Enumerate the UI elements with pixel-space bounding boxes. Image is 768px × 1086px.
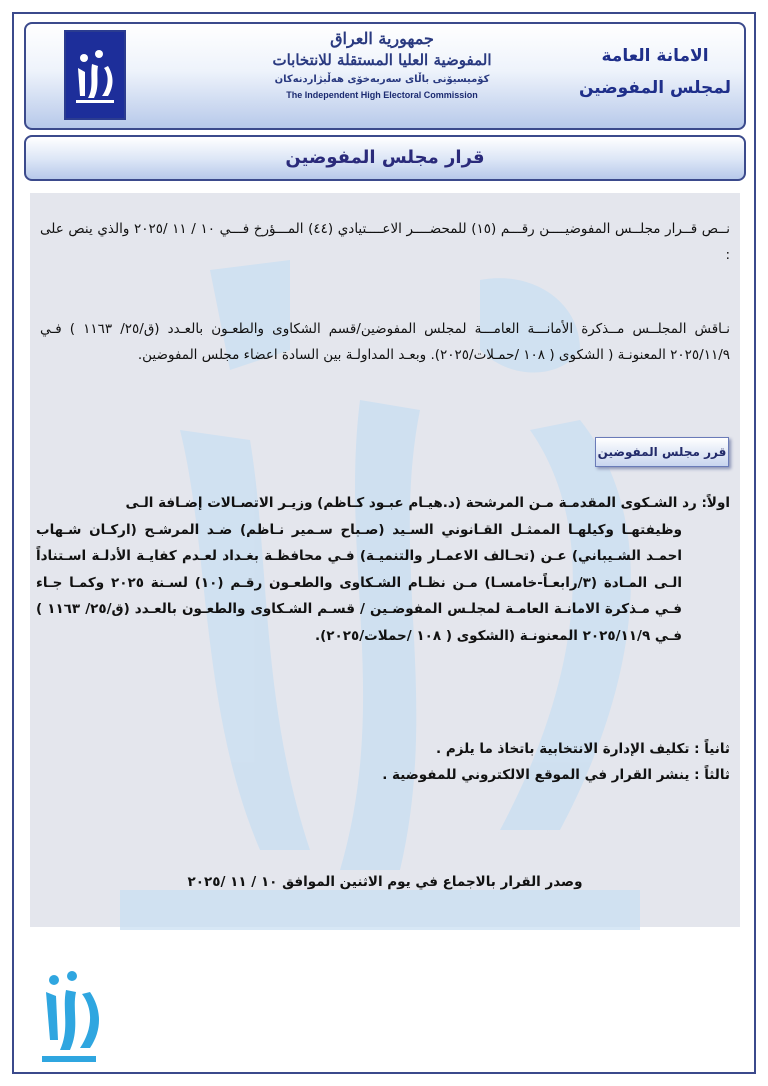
commission-name-en: The Independent High Electoral Commission — [286, 90, 478, 100]
page-title: قرار مجلس المفوضين — [285, 147, 485, 168]
secretariat-name — [570, 40, 740, 104]
secretariat-line-1: الامانة العامة — [601, 46, 709, 66]
commission-name-ku: كۆمیسیۆنی باڵای سەربەخۆی هەڵبژاردنەكان — [274, 74, 490, 85]
republic-name: جمهورية العراق — [330, 29, 434, 48]
decision-label: قرر مجلس المفوضين — [595, 437, 729, 467]
commission-name-ar: المفوضية العليا المستقلة للانتخابات — [272, 51, 492, 69]
discussion-paragraph: نـاقش المجلــس مــذكرة الأمانـــة العامـــة لمجلس المفوضين/قسم الشكاوى والطعـون بالعـدد (ق/٢٥/ ١١٦٣ ) فـي ٢٠٢٥/١١/٩ المعنونـة ( الشكوى ( ١٠٨ /حمـلات/٢٠٢٥). وبعـد المداولـة بين السادة اعضاء مجلس المفوضين. — [40, 321, 731, 363]
issued-statement: وصدر القرار بالاجماع في يوم الاثنين الموافق ١٠ / ١١ /٢٠٢٥ — [187, 874, 583, 890]
title-bar — [24, 135, 746, 181]
item-first-lead: اولاً: رد الشـكوى المقدمـة مـن المرشحة (د.هيـام عبـود كـاظم) وزيـر الاتصـالات إضـافة الـى — [125, 495, 730, 511]
secretariat-line-2: لمجلس المفوضين — [578, 78, 732, 98]
item-first — [36, 490, 730, 649]
ihec-logo-icon — [64, 30, 126, 120]
item-second: ثانياً : تكليف الإدارة الانتخابية باتخاذ ما يلزم . — [436, 741, 730, 757]
ihec-corner-logo-icon — [38, 970, 100, 1070]
decision-intro: نــص قــرار مجلــس المفوضيــــن رقـــم (١٥) للمحضــــر الاعــــتيادي (٤٤) المـــؤرخ فـــي ١٠ / ١١ /٢٠٢٥ والذي ينص على : — [40, 221, 731, 263]
item-third: ثالثاً : ينشر القرار في الموقع الالكتروني للمفوضية . — [382, 767, 730, 783]
item-first-rest: وظيفتهـا وكيلهـا الممثـل القـانوني السـيد (صـباح سـمير نـاظم) ضـد المرشـح (اركـان شـهاب احمـد الشـيباني) عـن (تحـالف الاعمـار والتنميـة) فـي محافظـة بغـداد لعـدم كفايـة الأدلـة اسـتناداً الـى المـادة (٣/رابعـاً-خامسـا) مـن نظـام الشـكاوى والطعـون رقـم (١٠) لسـنة ٢٠٢٥ وكمـا جـاء فـي مـذكرة الامانـة العامـة لمجلـس المفوضـين / قسـم الشـكاوى والطعـون بالعـدد (ق/٢٥/ ١١٦٣ ) فـي ٢٠٢٥/١١/٩ المعنونـة (الشكوى ( ١٠٨ /حملات/٢٠٢٥). — [36, 521, 682, 644]
commission-crest — [262, 30, 502, 124]
